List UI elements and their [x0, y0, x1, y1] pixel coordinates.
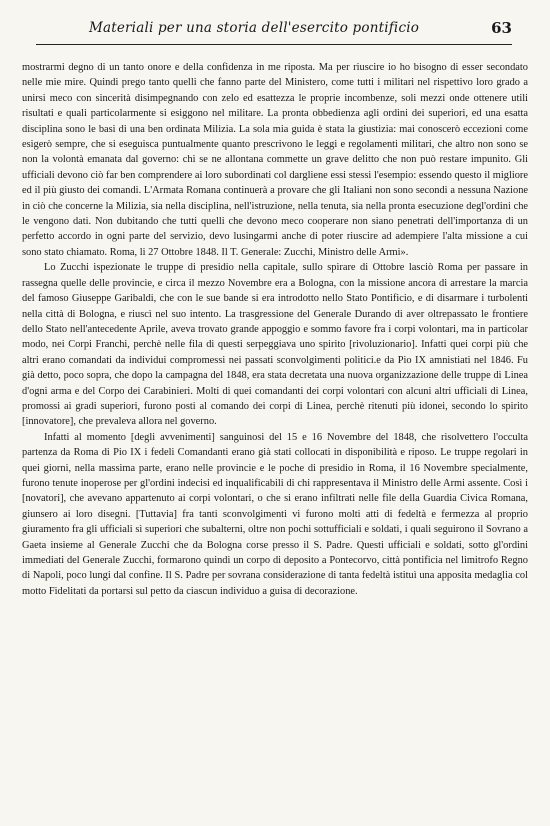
running-title: Materiali per una storia dell'esercito pontificio — [88, 20, 420, 36]
paragraph-1: mostrarmi degno di un tanto onore e della confidenza in me riposta. Ma per riuscire io ho bisogno di esser secondato nelle mie mire. Quindi prego tanto quelli che fanno parte del Ministero, come tutti i militari nel rispettivo loro grado a unirsi meco con sincerità disimpegnando con zelo ed esattezza le proprie incombenze, soli mezzi onde ottenere utili risultati e quali particolarmente si esiggono nel militare. La pronta obbedienza agli ordini dei superiori, ed una esatta disciplina sono le basi di una ben ordinata Milizia. La sola mia guida è stata la giustizia: mai conoscerò eccezioni come esigerò sempre, che si eseguisca puntualmente quanto prescrivono le leggi e regolamenti militari, che altro non sono se non la volontà emanata dal governo: chi se ne allontana commette un grave delitto che non può restare impunito. Gli ufficiali devono ciò far ben comprendere ai loro subordinati col dargliene essi stessi l'esempio: essendo questo il migliore ed il più giusto dei comandi. L'Armata Romana continuerà a provare che gli Italiani non sono secondi a nessuna Nazione in ciò che concerne la Milizia, sia nella disciplina, nell'istruzione, nella tenuta, sia nella pronta esecuzione degl'ordini che le vengono dati. Non dubitando che tutti quelli che devono meco cooperare non siano penetrati dell'importanza di un perfetto accordo in ogni parte del servizio, devo lusingarmi anche di poter riuscire ad adempiere l'alta missione a cui sono stato chiamato. Roma, li 27 Ottobre 1848. Il T. Generale: Zucchi, Ministro delle Armi». — [22, 62, 528, 258]
paragraph-3: Infatti al momento [degli avvenimenti] sanguinosi del 15 e 16 Novembre del 1848, che risolvettero l'occulta partenza da Roma di Pio IX i fedeli Comandanti erano già stati collocati in disponibilità e riposo. Le truppe regolari in quei giorni, nella massima parte, erano nelle provincie e le poche di presidio in Roma, il 16 Novembre specialmente, furono tenute inoperose per gl'ordini indecisi ed inqualificabili di chi rappresentava il Ministro delle Armi assente. Così i [novatori], che avevano appartenuto ai corpi volontari, o che si erano infiltrati nelle file della Guardia Civica Romana, giunsero ai loro disegni. [Tuttavia] fra tanti sconvolgimenti vi furono molti atti di fedeltà e fermezza al proprio giuramento fra gli ufficiali sì superiori che subalterni, oltre non pochi sottufficiali e soldati, i quali seguirono il Sovrano a Gaeta insieme al Generale Zucchi che da Bologna corse presso il S. Padre. Questi ufficiali e soldati, sotto gl'ordini immediati del Generale Zucchi, formarono quindi un corpo di deposito a Pontecorvo, città pontificia nel limitrofo Regno di Napoli, poco lungi dal confine. Il S. Padre per sovrana considerazione di tanta fedeltà istituì una apposita medaglia col motto Fidelitati da portarsi sul petto da ciascun individuo a guisa di decorazione. — [22, 431, 528, 597]
paragraph-2: Lo Zucchi ispezionate le truppe di presidio nella capitale, sullo spirare di Ottobre lasciò Roma per passare in rassegna quelle delle provincie, e circa il mezzo Novembre era a Bologna, con la missione ancora di arrestare la marcia del famoso Giuseppe Garibaldi, che con le sue bande si era introdotto nello Stato Pontificio, e di disarmare i turbolenti nella città di Bologna, e riuscì nel suo intento. La trasgressione del Generale Durando di aver oltrepassato le frontiere dello Stato nell'antecedente Aprile, aveva trovato grande appoggio e sommo favore fra i corpi volontari, ma in particolar modo, nei Corpi Franchi, perchè nelle fila di questi serpeggiava uno spirito [rivoluzionario]. Infatti quei corpi più che altri erano comandati da individui compromessi nei passati sconvolgimenti politici.e da Pio IX amnistiati nel 1846. Fu già detto, poco sopra, che dopo la campagna del 1848, era stata decretata una nuova organizzazione delle truppe di Linea d'ogni arma e del Corpo dei Carabinieri. Molti di quei comandanti dei corpi volontari con alcuni altri ufficiali di Linea, promossi ai gradi superiori, furono posti al comando dei corpi di Linea, perchè ritenuti più idonei, secondo lo spirito [innovatore], che prevaleva allora nel governo. — [22, 262, 528, 428]
page-number: 63 — [491, 19, 512, 37]
page-header — [36, 18, 512, 45]
body-text — [22, 60, 528, 599]
